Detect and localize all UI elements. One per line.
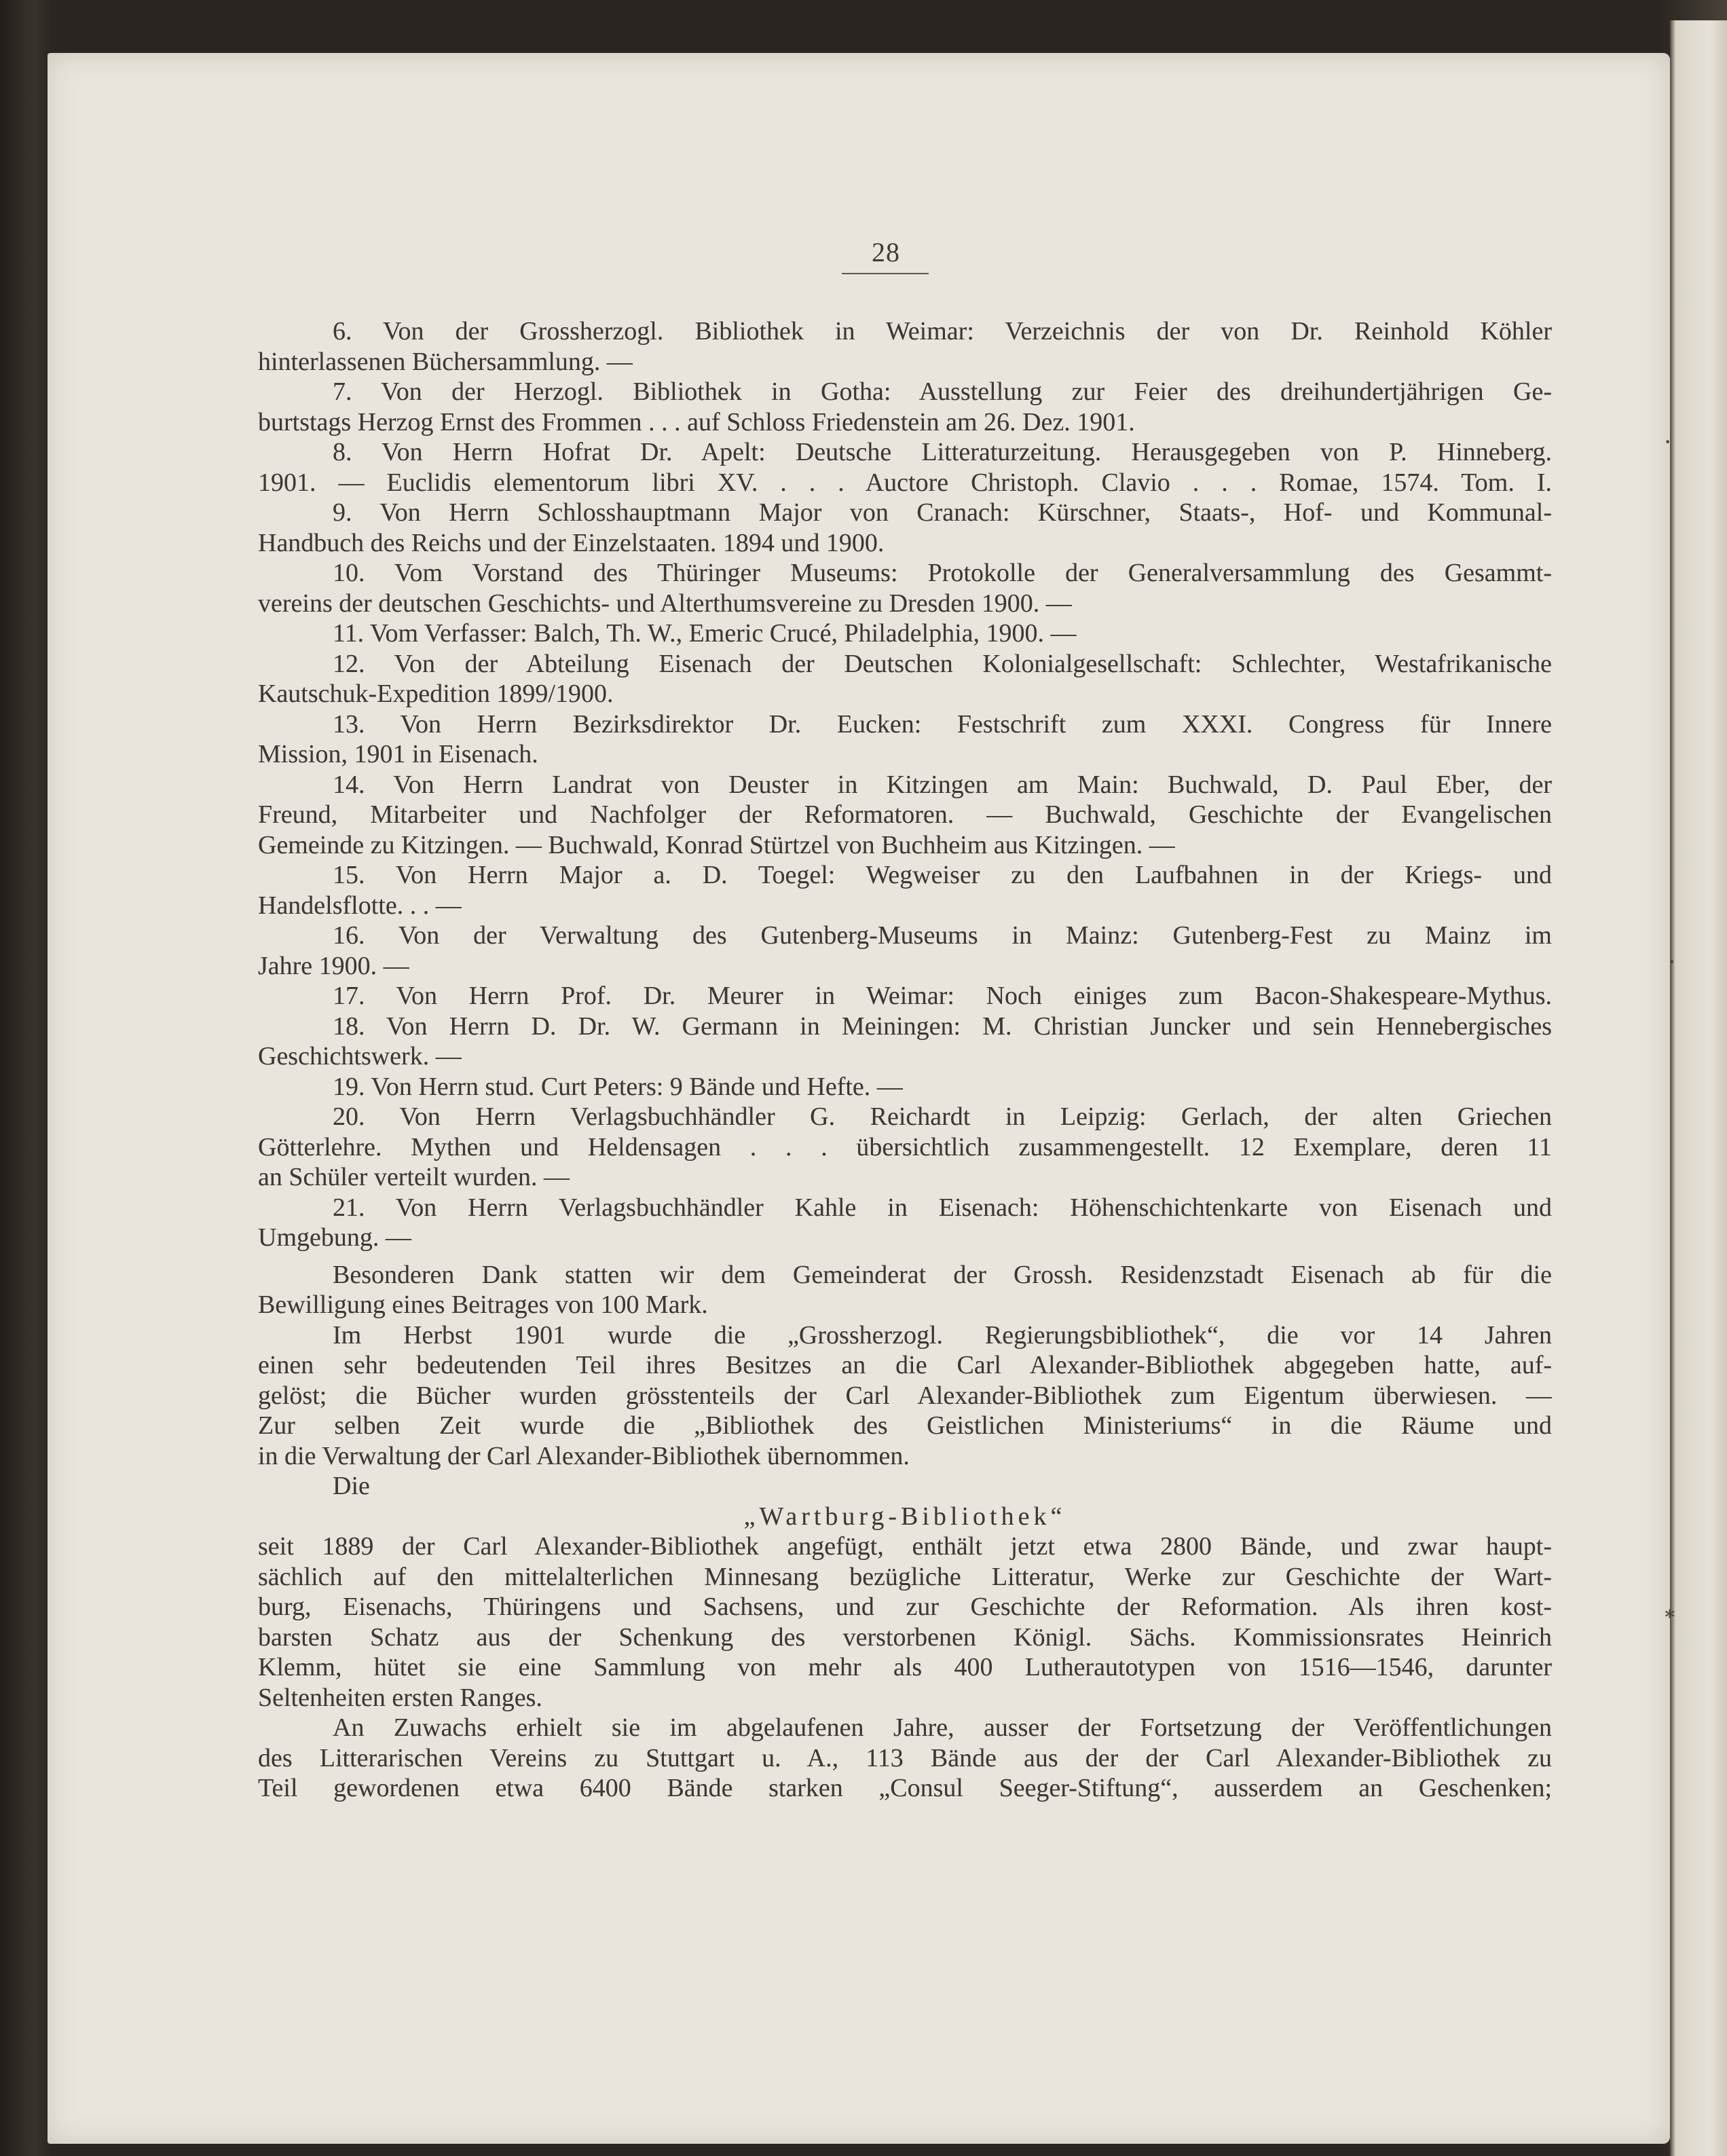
text-line: 16. Von der Verwaltung des Gutenberg-Museums in Mainz: Gutenberg-Fest zu Mainz im	[333, 921, 1552, 950]
text-line: 11. Vom Verfasser: Balch, Th. W., Emeric Crucé, Philadelphia, 1900. —	[333, 619, 1077, 648]
text-line: Zur selben Zeit wurde die „Bibliothek des Geistlichen Ministeriums“ in die Räume und	[258, 1411, 1552, 1440]
text-line: an Schüler verteilt wurden. —	[258, 1163, 570, 1191]
text-line: 19. Von Herrn stud. Curt Peters: 9 Bände und Hefte. —	[333, 1072, 903, 1101]
text-line: Freund, Mitarbeiter und Nachfolger der Reformatoren. — Buchwald, Geschichte der Evangelischen	[258, 800, 1552, 829]
text-line: 21. Von Herrn Verlagsbuchhändler Kahle in Eisenach: Höhenschichtenkarte von Eisenach und	[333, 1193, 1552, 1222]
text-line: des Litterarischen Vereins zu Stuttgart u. A., 113 Bände aus der der Carl Alexander-Bibliothek zu	[258, 1743, 1552, 1772]
text-line: 10. Vom Vorstand des Thüringer Museums: Protokolle der Generalversammlung des Gesammt-	[333, 559, 1552, 587]
text-line: Handbuch des Reichs und der Einzelstaaten. 1894 und 1900.	[258, 528, 885, 557]
text-line: Götterlehre. Mythen und Heldensagen . . . übersichtlich zusammengestellt. 12 Exemplare, deren 11	[258, 1132, 1552, 1161]
page-number-rule	[842, 273, 929, 274]
text-line: 8. Von Herrn Hofrat Dr. Apelt: Deutsche Litteraturzeitung. Herausgegeben von P. Hinneberg.	[333, 438, 1552, 466]
text-line: „Wartburg-Bibliothek“	[743, 1502, 1066, 1531]
text-line: Die	[333, 1472, 370, 1500]
text-line: barsten Schatz aus der Schenkung des verstorbenen Königl. Sächs. Kommissionsrates Heinrich	[258, 1622, 1552, 1652]
text-line: in die Verwaltung der Carl Alexander-Bibliothek übernommen.	[258, 1441, 910, 1470]
text-line: Im Herbst 1901 wurde die „Grossherzogl. Regierungsbibliothek“, die vor 14 Jahren	[333, 1320, 1552, 1350]
text-line: Geschichtswerk. —	[258, 1042, 462, 1071]
text-line: Kautschuk-Expedition 1899/1900.	[258, 680, 614, 708]
text-line: 7. Von der Herzogl. Bibliothek in Gotha: Ausstellung zur Feier des dreihundertjährigen Ge-	[333, 377, 1552, 406]
text-line: einen sehr bedeutenden Teil ihres Besitzes an die Carl Alexander-Bibliothek abgegeben hatte, auf-	[258, 1351, 1552, 1379]
text-line: 15. Von Herrn Major a. D. Toegel: Wegweiser zu den Laufbahnen in der Kriegs- und	[333, 861, 1552, 889]
text-line: 13. Von Herrn Bezirksdirektor Dr. Eucken: Festschrift zum XXXI. Congress für Innere	[333, 709, 1552, 739]
margin-mark: ·	[1665, 432, 1671, 453]
text-line: Teil gewordenen etwa 6400 Bände starken „Consul Seeger-Stiftung“, ausserdem an Geschenken;	[258, 1774, 1552, 1802]
adjacent-page-edge	[1670, 20, 1727, 2156]
page-number: 28	[872, 237, 900, 267]
text-line: Mission, 1901 in Eisenach.	[258, 740, 538, 768]
text-line: gelöst; die Bücher wurden grösstenteils der Carl Alexander-Bibliothek zum Eigentum überwiesen. —	[258, 1381, 1552, 1410]
text-line: sächlich auf den mittelalterlichen Minnesang bezügliche Litteratur, Werke zur Geschichte der Wart-	[258, 1562, 1552, 1591]
text-line: Klemm, hütet sie eine Sammlung von mehr als 400 Lutherautotypen von 1516—1546, darunter	[258, 1653, 1552, 1681]
text-line: 6. Von der Grossherzogl. Bibliothek in Weimar: Verzeichnis der von Dr. Reinhold Köhler	[333, 317, 1552, 346]
text-line: Handelsflotte. . . —	[258, 891, 462, 920]
text-line: Gemeinde zu Kitzingen. — Buchwald, Konrad Stürtzel von Buchheim aus Kitzingen. —	[258, 830, 1175, 859]
text-line: Bewilligung eines Beitrages von 100 Mark.	[258, 1290, 708, 1319]
text-line: 12. Von der Abteilung Eisenach der Deutschen Kolonialgesellschaft: Schlechter, Westafrikanische	[333, 649, 1552, 678]
margin-mark: ∗	[1663, 1603, 1677, 1624]
text-line: Seltenheiten ersten Ranges.	[258, 1683, 542, 1712]
text-line: Jahre 1900. —	[258, 951, 409, 980]
text-line: 17. Von Herrn Prof. Dr. Meurer in Weimar: Noch einiges zum Bacon-Shakespeare-Mythus.	[333, 982, 1552, 1010]
text-line: Umgebung. —	[258, 1223, 411, 1252]
text-line: burtstags Herzog Ernst des Frommen . . . auf Schloss Friedenstein am 26. Dez. 1901.	[258, 407, 1135, 436]
text-line: burg, Eisenachs, Thüringens und Sachsens, und zur Geschichte der Reformation. Als ihren kost-	[258, 1593, 1552, 1621]
text-line: An Zuwachs erhielt sie im abgelaufenen Jahre, ausser der Fortsetzung der Veröffentlichungen	[333, 1713, 1552, 1742]
text-line: vereins der deutschen Geschichts- und Alterthumsvereine zu Dresden 1900. —	[258, 589, 1072, 618]
text-line: hinterlassenen Büchersammlung. —	[258, 347, 633, 376]
text-line: 1901. — Euclidis elementorum libri XV. . . . Auctore Christoph. Clavio . . . Romae, 1574. Tom. I.	[258, 468, 1552, 497]
text-line: 20. Von Herrn Verlagsbuchhändler G. Reichardt in Leipzig: Gerlach, der alten Griechen	[333, 1102, 1552, 1131]
text-line: Besonderen Dank statten wir dem Gemeinderat der Grossh. Residenzstadt Eisenach ab für die	[333, 1260, 1552, 1289]
text-line: 14. Von Herrn Landrat von Deuster in Kitzingen am Main: Buchwald, D. Paul Eber, der	[333, 770, 1552, 799]
text-line: 18. Von Herrn D. Dr. W. Germann in Meiningen: M. Christian Juncker und sein Hennebergisches	[333, 1011, 1552, 1041]
margin-mark: ·	[1669, 952, 1675, 973]
text-line: seit 1889 der Carl Alexander-Bibliothek angefügt, enthält jetzt etwa 2800 Bände, und zwar haupt-	[258, 1532, 1552, 1561]
text-line: 9. Von Herrn Schlosshauptmann Major von Cranach: Kürschner, Staats-, Hof- und Kommunal-	[333, 498, 1552, 527]
